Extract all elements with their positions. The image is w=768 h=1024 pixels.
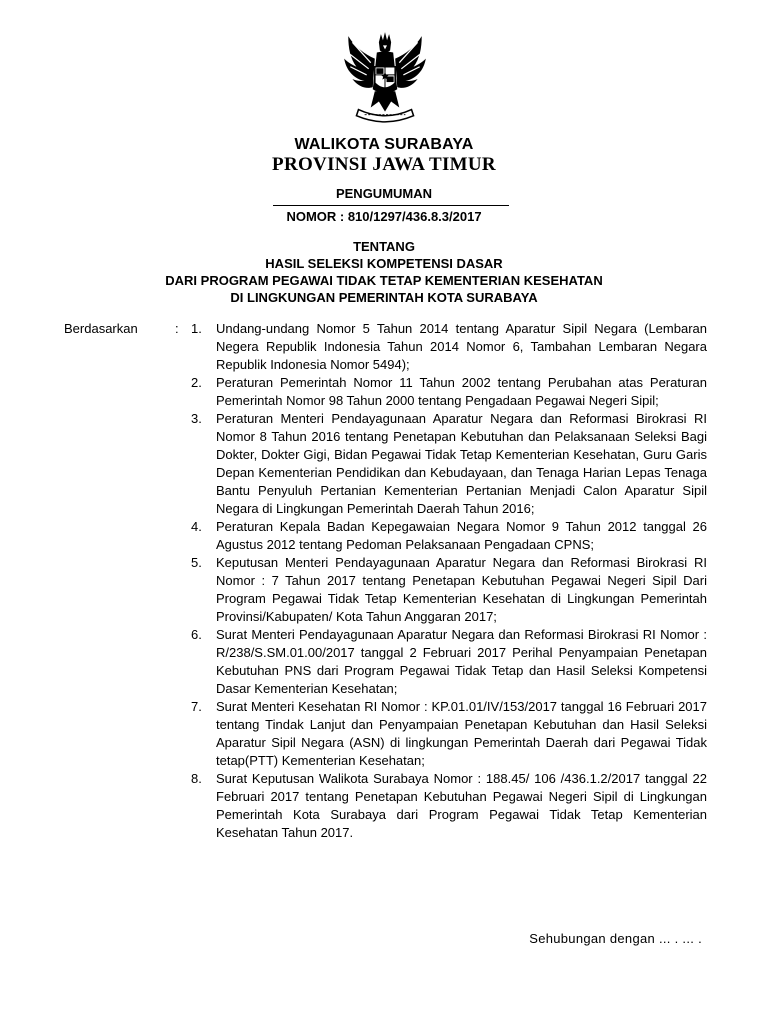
list-item-number: 5. — [191, 555, 202, 570]
list-item-text: Peraturan Kepala Badan Kepegawaian Negara Nomor 9 Tahun 2012 tanggal 26 Agustus 2012 tentang Pedoman Pelaksanaan Pengadaan CPNS; — [216, 519, 707, 552]
title-line-1: HASIL SELEKSI KOMPETENSI DASAR — [265, 256, 503, 271]
header-pengumuman: PENGUMUMAN — [335, 186, 433, 201]
list-item — [191, 770, 707, 842]
header-walikota: WALIKOTA SURABAYA — [294, 136, 474, 153]
list-item-text: Peraturan Menteri Pendayagunaan Aparatur Negara dan Reformasi Birokrasi RI Nomor 8 Tahun 2016 tentang Penetapan Kebutuhan dan Pelaksanaan Seleksi Bagi Dokter, Dokter Gigi, Bidan Pegawai Tidak Tetap Kementerian Kesehatan, Guru Garis Depan Kementerian Pendidikan dan Kebudayaan, dan Tenaga Harian Lepas Tenaga Bantu Penyuluh Pertanian Kementerian Pertanian Menjadi Calon Aparatur Sipil Negara di Lingkungan Pemerintah Daerah Tahun 2016; — [216, 411, 707, 516]
list-item — [191, 698, 707, 770]
berdasarkan-label: Berdasarkan — [64, 321, 138, 336]
header-provinsi: PROVINSI JAWA TIMUR — [272, 154, 496, 175]
legal-basis-list — [191, 320, 707, 842]
list-item-number: 8. — [191, 771, 202, 786]
list-item — [191, 374, 707, 410]
list-item-number: 7. — [191, 699, 202, 714]
list-item-number: 2. — [191, 375, 202, 390]
list-item-number: 6. — [191, 627, 202, 642]
berdasarkan-colon: : — [175, 321, 179, 336]
list-item-text: Keputusan Menteri Pendayagunaan Aparatur Negara dan Reformasi Birokrasi RI Nomor : 7 Tahun 2017 tentang Penetapan Kebutuhan Pegawai Negeri Sipil Dari Program Pegawai Tidak Tetap Kementerian Kesehatan di Lingkungan Pemerintah Provinsi/Kabupaten/ Kota Tahun Anggaran 2017; — [216, 555, 707, 624]
list-item — [191, 320, 707, 374]
header-nomor: NOMOR : 810/1297/436.8.3/2017 — [286, 209, 482, 224]
title-line-2: DARI PROGRAM PEGAWAI TIDAK TETAP KEMENTERIAN KESEHATAN — [165, 273, 603, 288]
list-item-number: 1. — [191, 321, 202, 336]
list-item-text: Peraturan Pemerintah Nomor 11 Tahun 2002 tentang Perubahan atas Peraturan Pemerintah Nomor 98 Tahun 2000 tentang Pengadaan Pegawai Negeri Sipil; — [216, 375, 707, 408]
list-item-text: Surat Keputusan Walikota Surabaya Nomor : 188.45/ 106 /436.1.2/2017 tanggal 22 Februari 2017 tentang Penetapan Kebutuhan Pegawai Negeri Sipil di Lingkungan Pemerintah Kota Surabaya dari Program Pegawai Tidak Tetap Kementerian Kesehatan Tahun 2017. — [216, 771, 707, 840]
list-item-text: Surat Menteri Pendayagunaan Aparatur Negara dan Reformasi Birokrasi RI Nomor : R/238/S.SM.01.00/2017 tanggal 2 Februari 2017 Perihal Penyampaian Penetapan Kebutuhan PNS dari Program Pegawai Tidak Tetap dan Hasil Seleksi Kompetensi Dasar Kementerian Kesehatan; — [216, 627, 707, 696]
continuation-text: Sehubungan dengan ... . ... . — [529, 931, 702, 946]
garuda-emblem-icon — [334, 28, 436, 130]
list-item-number: 3. — [191, 411, 202, 426]
title-tentang: TENTANG — [353, 239, 415, 254]
list-item — [191, 518, 707, 554]
list-item-text: Undang-undang Nomor 5 Tahun 2014 tentang Aparatur Sipil Negara (Lembaran Negera Republik Indonesia Tahun 2014 Nomor 6, Tambahan Lembaran Negara Republik Indonesia Nomor 5494); — [216, 321, 707, 372]
list-item-text: Surat Menteri Kesehatan RI Nomor : KP.01.01/IV/153/2017 tanggal 16 Februari 2017 tentang Tindak Lanjut dan Penyampaian Penetapan Kebutuhan dan Hasil Seleksi Aparatur Sipil Negara (ASN) di lingkungan Pemerintah Daerah dari Pegawai Tidak tetap(PTT) Kementerian Kesehatan; — [216, 699, 707, 768]
list-item — [191, 410, 707, 518]
title-line-3: DI LINGKUNGAN PEMERINTAH KOTA SURABAYA — [230, 290, 538, 305]
header-divider — [273, 205, 509, 206]
list-item-number: 4. — [191, 519, 202, 534]
list-item — [191, 626, 707, 698]
list-item — [191, 554, 707, 626]
